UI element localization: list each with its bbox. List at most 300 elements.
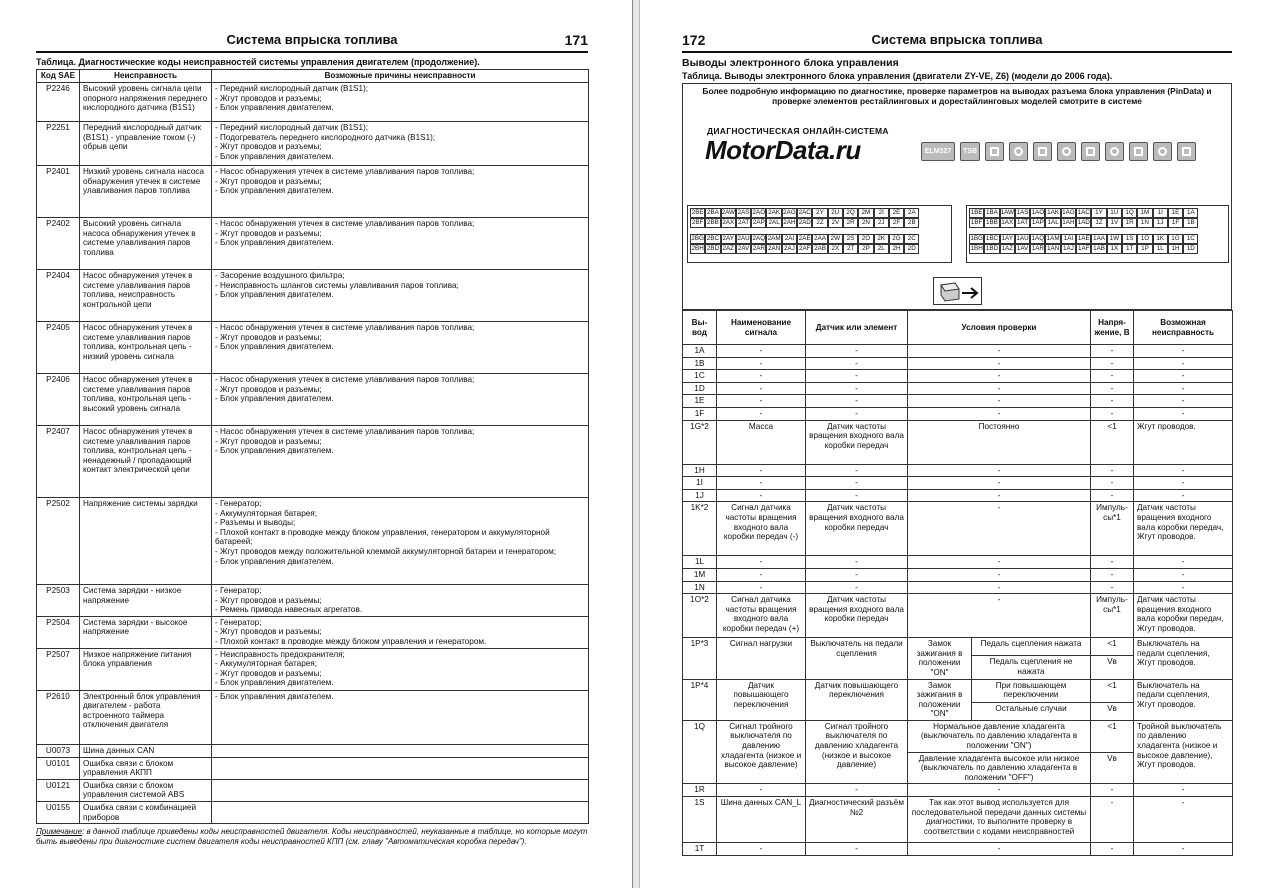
pinout-box: [682, 83, 1232, 310]
signal-name: -: [717, 357, 806, 370]
oil-icon: [1153, 142, 1172, 161]
connector-b-pin: 2I: [874, 208, 889, 218]
dtc-fault: Низкий уровень сигнала насоса обнаружения утечек в системе улавливания паров топлива: [80, 166, 212, 218]
connector-a-pin: 1Z: [1091, 218, 1106, 228]
voltage: -: [1091, 464, 1134, 477]
check-condition: Так как этот вывод используется для последовательной передачи данных системы диагностики, то выполните проверку в соответствии с кодами неисправностей: [908, 797, 1091, 843]
signal-name: -: [717, 395, 806, 408]
possible-fault: -: [1134, 843, 1233, 856]
connector-b-pin: 2AZ: [722, 245, 735, 252]
connector-a: [966, 205, 1229, 263]
voltage: Импуль-сы*1: [1091, 502, 1134, 556]
circuit-icon: [1033, 142, 1052, 161]
dtc-causes: [212, 744, 589, 757]
possible-fault: -: [1134, 382, 1233, 395]
dtc-code: P2504: [37, 616, 80, 648]
sensor-name: -: [806, 395, 908, 408]
voltage-b: Vв: [1091, 702, 1134, 720]
signal-name: Шина данных CAN_L: [717, 797, 806, 843]
connector-b-pin: 2AS: [737, 209, 750, 216]
col-header-sensor: Датчик или элемент: [806, 311, 908, 345]
voltage: -: [1091, 477, 1134, 490]
connector-a-pin: 1AU: [1016, 235, 1029, 242]
possible-fault: Выключатель на педали сцепления, Жгут проводов.: [1134, 679, 1233, 720]
signal-name: Сигнал нагрузки: [717, 638, 806, 679]
signal-name: -: [717, 477, 806, 490]
connector-a-pin: 1AH: [1062, 219, 1075, 226]
possible-fault: -: [1134, 581, 1233, 594]
dtc-causes: - Генератор; - Аккумуляторная батарея; - Разъемы и выводы; - Плохой контакт в проводке между блоком управления, генератором и аккумуляторной батареей; - Жгут проводов между положительной клеммой аккумуляторной батареи и генератором; - Блок управления двигателем.: [212, 498, 589, 585]
connector-a-pin: 1AL: [1045, 218, 1060, 228]
connector-b-pin: 2Z: [812, 218, 827, 228]
check-condition: -: [908, 502, 1091, 556]
sensor-name: -: [806, 357, 908, 370]
connector-b-pin: 2AA: [814, 235, 826, 242]
connector-b-pin: 2E: [889, 208, 904, 218]
pin-id: 1P*4: [683, 679, 717, 720]
connector-row: [690, 208, 949, 218]
footnote-text: : в данной таблице приведены коды неисправностей двигателя. Коды неисправностей, неуказанные в таблице, но которые могут быть выведены при диагностике систем двигателя коды неисправностей КПП (см. главу "Автоматическая коробка передач").: [36, 827, 588, 846]
connector-a-pin: 1AW: [1000, 209, 1015, 216]
connector-b-pin: 2AL: [766, 218, 781, 228]
dtc-fault: Электронный блок управления двигателем - работа встроенного таймера отключения двигателя: [80, 690, 212, 744]
signal-name: -: [717, 464, 806, 477]
dtc-fault: Насос обнаружения утечек в системе улавливания паров топлива, контрольная цепь - высокий уровень сигнала: [80, 374, 212, 426]
voltage: -: [1091, 581, 1134, 594]
sensor-name: Датчик частоты вращения входного вала коробки передач: [806, 420, 908, 464]
voltage: -: [1091, 357, 1134, 370]
pin-id: 1B: [683, 357, 717, 370]
sensor-name: -: [806, 345, 908, 358]
page-header: [36, 32, 588, 48]
dtc-fault: Высокий уровень сигнала цепи опорного напряжения переднего кислородного датчика (B1S1): [80, 83, 212, 122]
dtc-code: P2251: [37, 122, 80, 166]
connector-b-pin: 2B: [904, 218, 919, 228]
connector-b-pin: 2AB: [814, 245, 826, 252]
connector-row: [969, 218, 1226, 228]
signal-name: -: [717, 843, 806, 856]
table-row: [683, 407, 1233, 420]
check-condition: -: [908, 784, 1091, 797]
pin-id: 1F: [683, 407, 717, 420]
connector-a-pin: 1Y: [1091, 208, 1106, 218]
connector-row: [969, 234, 1226, 244]
connector-a-pin: 1BF: [970, 219, 983, 226]
connector-b-pin: 2O: [858, 234, 873, 244]
table-row: [37, 744, 589, 757]
possible-fault: Выключатель на педали сцепления, Жгут проводов.: [1134, 638, 1233, 679]
voltage-b: Vв: [1091, 656, 1134, 679]
dtc-code: P2246: [37, 83, 80, 122]
dtc-fault: Насос обнаружения утечек в системе улавливания паров топлива, контрольная цепь - ненадежный / пропадающий контакт электрической цепи: [80, 426, 212, 498]
connector-a-pin: 1AF: [1077, 245, 1090, 252]
dtc-code: P2404: [37, 270, 80, 322]
connector-a-pin: 1AX: [1001, 219, 1014, 226]
connector-a-pin: 1AS: [1016, 209, 1029, 216]
sensor-name: -: [806, 843, 908, 856]
pin-id: 1T: [683, 843, 717, 856]
connector-b-pin: 2AJ: [782, 244, 797, 254]
sensor-name: Диагностический разъём №2: [806, 797, 908, 843]
connector-b-pin: 2V: [828, 218, 843, 228]
connector-a-pin: 1K: [1153, 234, 1168, 244]
possible-fault: -: [1134, 370, 1233, 383]
table-caption: Таблица. Диагностические коды неисправностей системы управления двигателем (продолжение).: [36, 57, 480, 67]
check-condition: -: [908, 382, 1091, 395]
possible-fault: -: [1134, 464, 1233, 477]
book-spine: [632, 0, 640, 888]
dtc-causes: - Передний кислородный датчик (B1S1); - Жгут проводов и разъемы; - Блок управления двигателем.: [212, 83, 589, 122]
voltage: -: [1091, 784, 1134, 797]
connector-b-pin: 2J: [874, 218, 889, 228]
engine-icon: [985, 142, 1004, 161]
check-condition: -: [908, 843, 1091, 856]
pin-id: 1H: [683, 464, 717, 477]
possible-fault: -: [1134, 477, 1233, 490]
connector-a-pin: 1N: [1137, 218, 1152, 228]
connector-b-pin: 2AR: [752, 245, 765, 252]
gear-icon: [1009, 142, 1028, 161]
connector-a-pin: 1S: [1122, 234, 1137, 244]
table-row: [683, 638, 1233, 656]
col-header-fault: Неисправность: [80, 70, 212, 83]
dtc-code: P2503: [37, 585, 80, 617]
connector-row: [690, 234, 949, 244]
icon-label: TSB: [963, 148, 977, 155]
footnote: [36, 827, 588, 846]
connector-a-pin: 1AB: [1093, 245, 1105, 252]
connector-b-pin: 2U: [828, 208, 843, 218]
service-icons: [921, 142, 1221, 164]
voltage: -: [1091, 370, 1134, 383]
dtc-fault: Напряжение системы зарядки: [80, 498, 212, 585]
connector-b-pin: 2M: [858, 208, 873, 218]
dtc-causes: - Засорение воздушного фильтра; - Неисправность шлангов системы улавливания паров топлива; - Блок управления двигателем.: [212, 270, 589, 322]
table-row: [37, 374, 589, 426]
possible-fault: -: [1134, 345, 1233, 358]
dtc-causes: - Насос обнаружения утечек в системе улавливания паров топлива; - Жгут проводов и разъемы; - Блок управления двигателем.: [212, 218, 589, 270]
connector-b: [687, 205, 952, 263]
relay-icon: [1057, 142, 1076, 161]
table-row: [683, 843, 1233, 856]
possible-fault: -: [1134, 568, 1233, 581]
header-rule: [682, 51, 1232, 53]
connector-b-pin: 2X: [828, 244, 843, 254]
wheel-icon: [1177, 142, 1196, 161]
table-row: [683, 581, 1233, 594]
dtc-code: P2401: [37, 166, 80, 218]
elm327-icon: [921, 142, 955, 161]
table-row: [683, 345, 1233, 358]
connector-b-pin: 2D: [904, 244, 919, 254]
possible-fault: -: [1134, 407, 1233, 420]
dtc-causes: - Насос обнаружения утечек в системе улавливания паров топлива; - Жгут проводов и разъемы; - Блок управления двигателем.: [212, 426, 589, 498]
dtc-table: [36, 69, 589, 824]
dtc-code: U0155: [37, 801, 80, 823]
check-condition: -: [908, 556, 1091, 569]
voltage-b: Vв: [1091, 752, 1134, 784]
col-header-conditions: Условия проверки: [908, 311, 1091, 345]
connector-b-pin: 2AW: [721, 209, 736, 216]
dtc-causes: - Генератор; - Жгут проводов и разъемы; - Ремень привода навесных агрегатов.: [212, 585, 589, 617]
connector-a-pin: 1J: [1153, 218, 1168, 228]
dtc-fault: Насос обнаружения утечек в системе улавливания паров топлива, неисправность контрольной цепи: [80, 270, 212, 322]
sensor-name: Датчик повышающего переключения: [806, 679, 908, 720]
possible-fault: -: [1134, 556, 1233, 569]
dtc-fault: Шина данных CAN: [80, 744, 212, 757]
connector-b-pin: 2AO: [752, 209, 766, 216]
connector-b-pin: 2AM: [767, 235, 781, 242]
dtc-causes: [212, 779, 589, 801]
check-condition: -: [908, 477, 1091, 490]
pin-id: 1O*2: [683, 594, 717, 638]
connector-b-pin: 2BB: [706, 219, 719, 226]
possible-fault: Тройной выключатель по давлению хладагента (низкое и высокое давление), Жгут проводов.: [1134, 720, 1233, 784]
connector-a-pin: 1BG: [970, 235, 983, 242]
connector-plug-icon: [933, 277, 993, 307]
connector-a-pin: 1M: [1137, 208, 1152, 218]
connector-a-pin: 1B: [1183, 218, 1198, 228]
pin-id: 1J: [683, 489, 717, 502]
connector-a-pin: 1C: [1183, 234, 1198, 244]
sensor-name: Выключатель на педали сцепления: [806, 638, 908, 679]
connector-a-pin: 1AK: [1047, 209, 1060, 216]
check-condition: -: [908, 581, 1091, 594]
dtc-code: U0101: [37, 757, 80, 779]
table-row: [683, 477, 1233, 490]
dtc-code: P2407: [37, 426, 80, 498]
connector-b-pin: 2BA: [706, 209, 719, 216]
table-row: [683, 464, 1233, 477]
connector-a-pin: 1AD: [1077, 219, 1090, 226]
signal-name: -: [717, 581, 806, 594]
connector-b-pin: 2AX: [722, 219, 735, 226]
dtc-code: P2502: [37, 498, 80, 585]
connector-a-pin: 1AJ: [1061, 244, 1076, 254]
connector-b-pin: 2BD: [706, 245, 720, 252]
dtc-code: U0121: [37, 779, 80, 801]
voltage: -: [1091, 843, 1134, 856]
sensor-name: -: [806, 784, 908, 797]
check-condition-a: Педаль сцепления нажата: [972, 638, 1091, 656]
connector-b-pin: 2AH: [783, 219, 796, 226]
check-condition: -: [908, 345, 1091, 358]
signal-name: -: [717, 407, 806, 420]
sensor-name: -: [806, 477, 908, 490]
motordata-logo: MotorData.ru: [705, 135, 861, 165]
connector-b-pin: 2H: [889, 244, 904, 254]
voltage-a: <1: [1091, 638, 1134, 656]
connector-row: [690, 244, 949, 254]
connector-b-pin: 2AK: [768, 209, 781, 216]
pin-id: 1R: [683, 784, 717, 797]
connector-b-pin: 2AF: [798, 245, 811, 252]
connector-b-pin: 2L: [874, 244, 889, 254]
connector-a-pin: 1AT: [1015, 218, 1030, 228]
dtc-fault: Высокий уровень сигнала насоса обнаружения утечек в системе улавливания паров топлива: [80, 218, 212, 270]
connector-a-pin: 1I: [1153, 208, 1168, 218]
dtc-causes: - Насос обнаружения утечек в системе улавливания паров топлива; - Жгут проводов и разъемы; - Блок управления двигателем.: [212, 166, 589, 218]
connector-b-pin: 2A: [904, 208, 919, 218]
check-condition: -: [908, 370, 1091, 383]
pin-id: 1L: [683, 556, 717, 569]
dtc-causes: - Блок управления двигателем.: [212, 690, 589, 744]
voltage: -: [1091, 407, 1134, 420]
col-header-signal: Наименование сигнала: [717, 311, 806, 345]
table-row: [683, 395, 1233, 408]
voltage: Импуль-сы*1: [1091, 594, 1134, 638]
footnote-label: Примечание: [36, 827, 83, 836]
connector-b-pin: 2R: [843, 218, 858, 228]
voltage: <1: [1091, 420, 1134, 464]
connector-b-pin: 2AU: [737, 235, 750, 242]
connector-b-pin: 2P: [858, 244, 873, 254]
pin-id: 1N: [683, 581, 717, 594]
table-row: [683, 568, 1233, 581]
right-page: [640, 0, 1272, 888]
connector-a-pin: 1BH: [970, 245, 983, 252]
signal-name: Сигнал датчика частоты вращения входного вала коробки передач (+): [717, 594, 806, 638]
tsb-icon: [960, 142, 980, 161]
check-condition: -: [908, 489, 1091, 502]
voltage: -: [1091, 489, 1134, 502]
pin-id: 1E: [683, 395, 717, 408]
col-header-causes: Возможные причины неисправности: [212, 70, 589, 83]
sensor-name: -: [806, 370, 908, 383]
connector-b-pin: 2BF: [691, 219, 704, 226]
connector-a-pin: 1AY: [1001, 235, 1013, 242]
table-row: [37, 801, 589, 823]
connector-b-pin: 2AV: [737, 245, 750, 252]
signal-name: Датчик повышающего переключения: [717, 679, 806, 720]
connector-a-pin: 1D: [1183, 244, 1198, 254]
logo-subtitle: ДИАГНОСТИЧЕСКАЯ ОНЛАЙН-СИСТЕМА: [707, 126, 889, 136]
possible-fault: Жгут проводов.: [1134, 420, 1233, 464]
table-row: [37, 322, 589, 374]
connector-a-pin: 1E: [1168, 208, 1183, 218]
connector-a-pin: 1W: [1107, 234, 1122, 244]
check-condition: Постоянно: [908, 420, 1091, 464]
left-page: [0, 0, 632, 888]
sensor-name: -: [806, 568, 908, 581]
table-row: [683, 489, 1233, 502]
col-header-voltage: Напря-жение, В: [1091, 311, 1134, 345]
page-title: Система впрыска топлива: [226, 32, 398, 47]
dtc-code: P2507: [37, 648, 80, 690]
check-condition: -: [908, 357, 1091, 370]
voltage: -: [1091, 568, 1134, 581]
check-condition-a: Нормальное давление хладагента (выключатель по давлению хладагента в положении "ON"): [908, 720, 1091, 752]
signal-name: -: [717, 568, 806, 581]
pin-id: 1P*3: [683, 638, 717, 679]
signal-name: -: [717, 370, 806, 383]
connector-a-pin: 1Q: [1122, 208, 1137, 218]
voltage: -: [1091, 382, 1134, 395]
connector-b-pin: 2AT: [736, 218, 751, 228]
dtc-code: P2405: [37, 322, 80, 374]
dtc-fault: Передний кислородный датчик (B1S1) - управление током (-) обрыв цепи: [80, 122, 212, 166]
connector-b-pin: 2BG: [691, 235, 704, 242]
header-rule: [36, 51, 588, 53]
connector-a-pin: 1AE: [1077, 235, 1090, 242]
connector-a-pin: 1BA: [985, 209, 998, 216]
dtc-code: P2610: [37, 690, 80, 744]
table-row: [37, 218, 589, 270]
dtc-fault: Насос обнаружения утечек в системе улавливания паров топлива, контрольная цепь - низкий уровень сигнала: [80, 322, 212, 374]
info-text: Более подробную информацию по диагностике, проверке параметров на выводах разъема блока управления (PinData) и проверке элементов рестайлинговых и дорестайлинговых моделей смотрите в системе: [702, 86, 1212, 106]
dtc-causes: - Генератор; - Жгут проводов и разъемы; - Плохой контакт в проводке между блоком управления и генератором.: [212, 616, 589, 648]
car-icon: [1081, 142, 1100, 161]
connector-a-pin: 1AG: [1062, 209, 1075, 216]
connector-b-pin: 2N: [858, 218, 873, 228]
connector-a-pin: 1AM: [1046, 235, 1060, 242]
sensor-name: Датчик частоты вращения входного вала коробки передач: [806, 594, 908, 638]
connector-row: [690, 218, 949, 228]
table-row: [37, 648, 589, 690]
dtc-code: U0073: [37, 744, 80, 757]
connector-b-pin: 2T: [843, 244, 858, 254]
dtc-causes: [212, 757, 589, 779]
dtc-code: P2402: [37, 218, 80, 270]
connector-a-pin: 1F: [1168, 218, 1183, 228]
table-row: [683, 420, 1233, 464]
connector-b-pin: 2AD: [798, 219, 811, 226]
dtc-fault: Ошибка связи с блоком управления системой ABS: [80, 779, 212, 801]
table-row: [683, 679, 1233, 702]
table-row: [37, 270, 589, 322]
connector-a-pin: 1AN: [1047, 245, 1060, 252]
table-row: [37, 779, 589, 801]
tools-icon: [1105, 142, 1124, 161]
pin-id: 1S: [683, 797, 717, 843]
section-title: Выводы электронного блока управления: [682, 57, 899, 69]
check-condition: Замок зажигания в положении "ON": [908, 679, 972, 720]
connector-b-pin: 2AG: [783, 209, 796, 216]
dtc-fault: Система зарядки - низкое напряжение: [80, 585, 212, 617]
table-caption: Таблица. Выводы электронного блока управления (двигатели ZY-VE, Z6) (модели до 2006 года).: [682, 71, 1113, 81]
connector-b-pin: 2W: [828, 234, 843, 244]
connector-a-pin: 1BC: [985, 235, 999, 242]
pin-id: 1Q: [683, 720, 717, 784]
connector-b-pin: 2BE: [691, 209, 704, 216]
connector-a-pin: 1BB: [985, 219, 998, 226]
table-row: [683, 797, 1233, 843]
table-row: [683, 556, 1233, 569]
connector-a-pin: 1AR: [1031, 245, 1044, 252]
table-row: [37, 690, 589, 744]
voltage-a: <1: [1091, 679, 1134, 702]
connector-b-pin: 2BC: [706, 235, 720, 242]
connector-a-pin: 1AV: [1016, 245, 1029, 252]
connector-a-pin: 1H: [1168, 244, 1183, 254]
chip-icon: [1129, 142, 1148, 161]
sensor-name: Сигнал тройного выключателя по давлению хладагента (низкое и высокое давление): [806, 720, 908, 784]
signal-name: -: [717, 345, 806, 358]
connector-b-pin: 2AE: [798, 235, 811, 242]
check-condition: -: [908, 594, 1091, 638]
sensor-name: -: [806, 407, 908, 420]
check-condition: -: [908, 407, 1091, 420]
page-number: 171: [564, 32, 588, 48]
sensor-name: -: [806, 464, 908, 477]
possible-fault: -: [1134, 395, 1233, 408]
connector-a-pin: 1AI: [1061, 234, 1076, 244]
check-condition: Замок зажигания в положении "ON": [908, 638, 972, 679]
pin-id: 1M: [683, 568, 717, 581]
table-row: [683, 382, 1233, 395]
table-row: [37, 757, 589, 779]
signal-name: -: [717, 382, 806, 395]
